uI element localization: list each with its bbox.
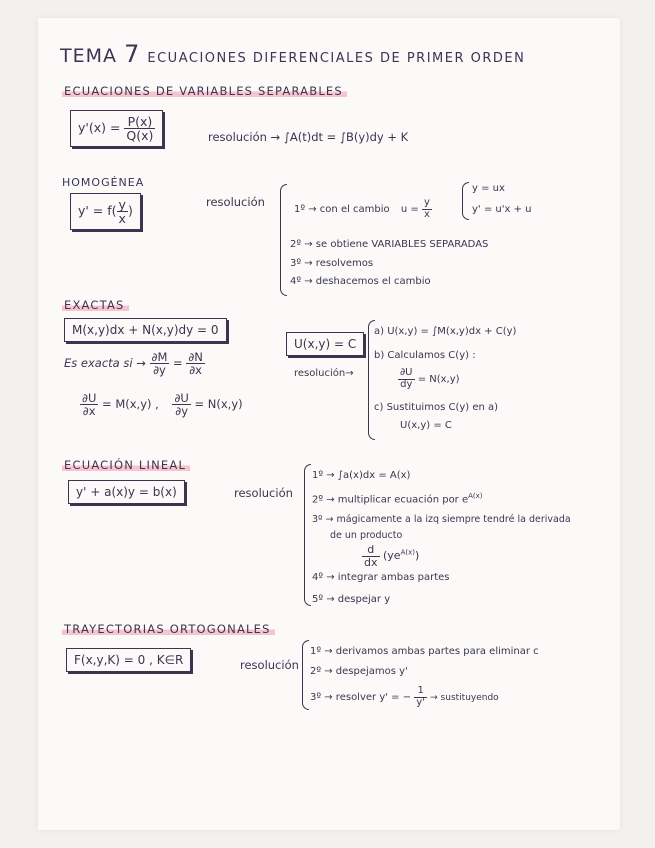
lineal-deriv-num: d — [362, 544, 380, 557]
title-text: ECUACIONES DIFERENCIALES DE PRIMER ORDEN — [147, 51, 526, 66]
homogenea-brace — [280, 184, 287, 296]
page-title — [60, 40, 525, 68]
section-heading-trayectorias: TRAYECTORIAS ORTOGONALES — [62, 622, 275, 636]
exactas-brace — [368, 320, 375, 440]
lineal-step2-text: 2º → multiplicar ecuación por e — [312, 494, 469, 506]
homogenea-step1-num: y — [423, 197, 430, 208]
separables-lhs: y'(x) = — [78, 120, 121, 136]
exactas-dn-fraction — [186, 351, 205, 376]
exactas-dm-fraction — [150, 351, 170, 376]
trayectorias-step3-tail: → sustituyendo — [430, 693, 499, 703]
exactas-potential-box: U(x,y) = C — [286, 332, 364, 356]
exactas-dudx-rhs: = M(x,y) , — [102, 397, 159, 412]
section-heading-lineal: ECUACIÓN LINEAL — [62, 458, 190, 472]
lineal-step4: 4º → integrar ambas partes — [312, 572, 450, 583]
lineal-deriv-close: ) — [414, 549, 420, 563]
homogenea-step1-text: 1º → con el cambio — [294, 204, 390, 215]
title-number: 7 — [124, 40, 141, 68]
homogenea-formula-box: y' = f( $\frac{y}{x}$ ) — [70, 193, 141, 230]
exactas-step-c2: U(x,y) = C — [400, 420, 452, 431]
trayectorias-formula-box: F(x,y,K) = 0 , K∈R — [66, 648, 191, 672]
homogenea-step4: 4º → deshacemos el cambio — [290, 276, 431, 287]
trayectorias-step2: 2º → despejamos y' — [310, 666, 408, 677]
exactas-dudy-rhs: = N(x,y) — [194, 397, 243, 412]
title-prefix: TEMA — [60, 45, 118, 67]
homogenea-sub1: y = ux — [472, 183, 505, 194]
homogenea-step1 — [294, 198, 432, 220]
section-heading-homogenea: HOMOGÉNEA — [62, 176, 145, 189]
homogenea-sub-brace — [462, 182, 469, 220]
lineal-step5: 5º → despejar y — [312, 594, 391, 605]
lineal-step2-sup: A(x) — [468, 492, 483, 500]
homogenea-sub2: y' = u'x + u — [472, 204, 532, 215]
separables-numerator: P(x) — [124, 115, 155, 129]
trayectorias-res-label: resolución — [240, 658, 299, 672]
separables-denominator: Q(x) — [126, 128, 154, 144]
lineal-deriv-sup: A(x) — [400, 548, 415, 557]
homogenea-numerator: y — [118, 197, 126, 212]
homogenea-step1-fraction — [422, 198, 432, 220]
exactas-step-a: a) U(x,y) = ∫M(x,y)dx + C(y) — [374, 326, 517, 337]
trayectorias-step1: 1º → derivamos ambas partes para eliminar c — [310, 646, 539, 657]
separables-resolution: resolución → ∫A(t)dt = ∫B(y)dy + K — [208, 130, 409, 144]
exactas-dm-den: ∂y — [153, 363, 166, 378]
lineal-formula-box: y' + a(x)y = b(x) — [68, 480, 185, 504]
homogenea-step1-eq: u = — [400, 204, 419, 215]
homogenea-lhs: y' = f — [78, 203, 112, 219]
exactas-dm-num: ∂M — [151, 350, 168, 364]
section-heading-separables: ECUACIONES DE VARIABLES SEPARABLES — [62, 84, 347, 98]
notebook-page — [38, 18, 620, 830]
exactas-dn-num: ∂N — [188, 350, 203, 364]
exactas-formula-box: M(x,y)dx + N(x,y)dy = 0 — [64, 318, 227, 342]
exactas-condition — [64, 351, 205, 376]
trayectorias-step3-text: 3º → resolver y' = − — [310, 692, 412, 703]
exactas-dudy-num: ∂U — [174, 391, 189, 405]
trayectorias-step3-num: 1 — [414, 686, 427, 698]
exactas-dudx-num: ∂U — [82, 391, 97, 405]
trayectorias-brace — [302, 640, 309, 710]
exactas-condition-text: Es exacta si → — [64, 356, 146, 371]
lineal-step1: 1º → ∫a(x)dx = A(x) — [312, 470, 411, 481]
trayectorias-step3-fraction — [414, 686, 427, 708]
homogenea-step3: 3º → resolvemos — [290, 258, 374, 269]
homogenea-fraction — [117, 198, 128, 225]
exactas-dudy-fraction — [172, 392, 190, 417]
exactas-dudx-fraction — [80, 392, 98, 417]
exactas-b-fraction — [398, 368, 415, 390]
lineal-deriv-den: dx — [364, 555, 378, 569]
lineal-res-label: resolución — [234, 486, 293, 500]
separables-formula-box — [70, 110, 163, 147]
lineal-step3: 3º → mágicamente a la izq siempre tendré la derivada — [312, 514, 571, 525]
exactas-partials — [80, 392, 243, 417]
homogenea-denominator: x — [118, 211, 126, 227]
lineal-derivative — [362, 544, 419, 568]
separables-fraction — [124, 115, 155, 142]
exactas-step-c: c) Sustituimos C(y) en a) — [374, 402, 499, 413]
exactas-dn-den: ∂x — [189, 363, 202, 378]
lineal-deriv-fraction — [362, 544, 380, 568]
exactas-step-b: b) Calculamos C(y) : — [374, 350, 476, 361]
exactas-b-den: dy — [400, 378, 413, 390]
exactas-dudx-den: ∂x — [82, 404, 96, 419]
lineal-deriv-rhs: (ye — [383, 549, 401, 563]
exactas-res-label: resolución→ — [294, 368, 354, 379]
homogenea-res-label: resolución — [206, 195, 265, 209]
trayectorias-step3 — [310, 686, 499, 708]
exactas-b-rhs: = N(x,y) — [417, 374, 460, 385]
lineal-step2 — [312, 492, 483, 505]
trayectorias-step3-den: y' — [416, 696, 425, 708]
exactas-dudy-den: ∂y — [175, 404, 189, 419]
section-heading-exactas: EXACTAS — [62, 298, 129, 312]
exactas-b-num: ∂U — [400, 367, 413, 378]
homogenea-step2: 2º → se obtiene VARIABLES SEPARADAS — [290, 239, 489, 250]
lineal-brace — [304, 464, 311, 606]
exactas-step-b-eq — [398, 368, 460, 390]
exactas-equals: = — [173, 356, 183, 371]
homogenea-step1-den: x — [423, 208, 430, 220]
lineal-step3b: de un producto — [330, 530, 403, 541]
